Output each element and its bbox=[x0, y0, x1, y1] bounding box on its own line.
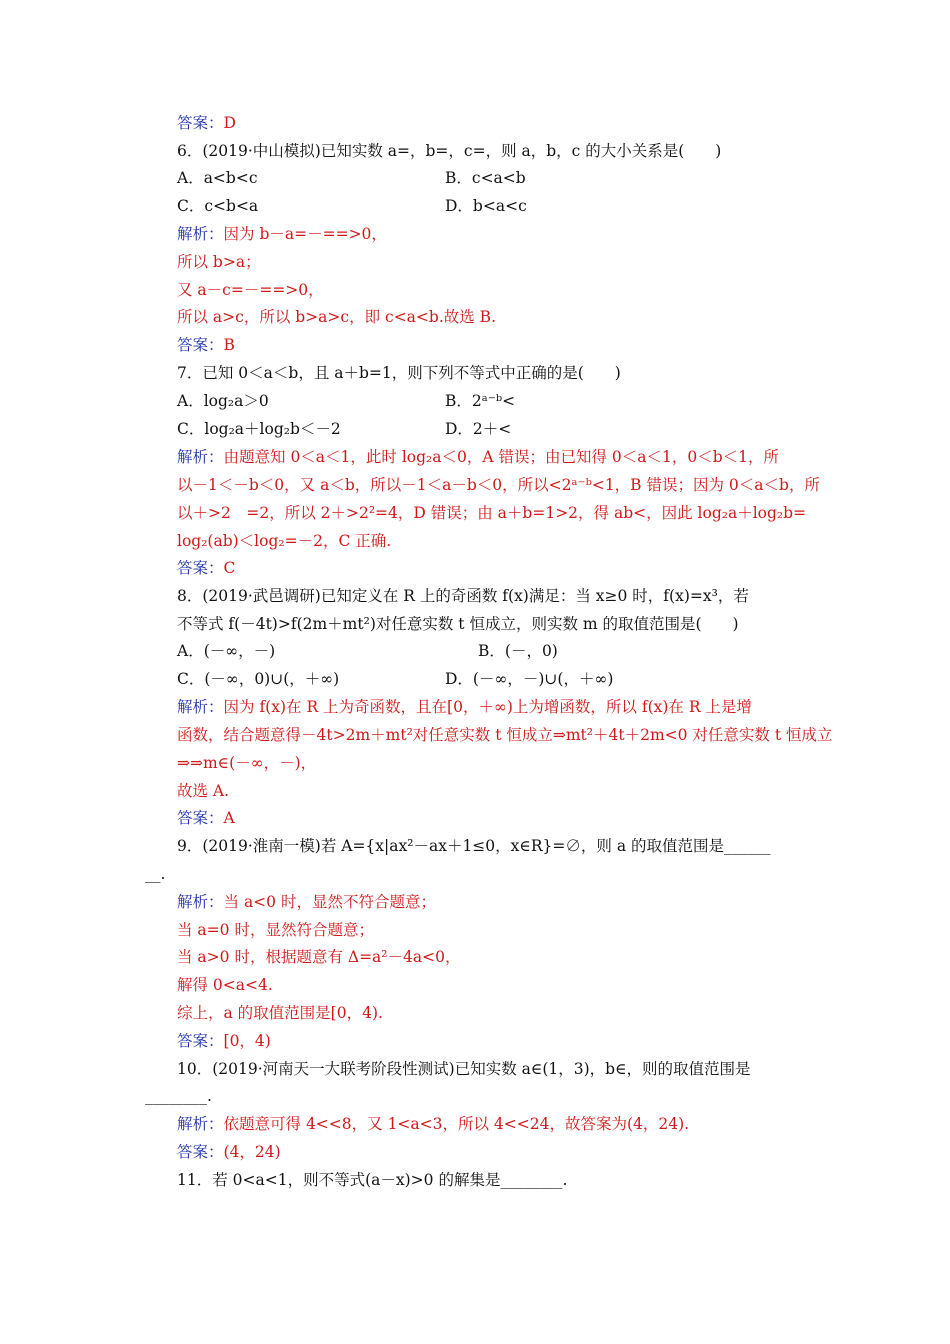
text-line bbox=[177, 503, 806, 523]
text-line bbox=[445, 168, 526, 188]
text-run: ⇒⇒m∈(－∞，－)， bbox=[177, 754, 317, 772]
text-run: 7．已知 0＜a＜b，且 a＋b=1，则下列不等式中正确的是( ) bbox=[177, 364, 621, 382]
answer-label: 答案： bbox=[177, 809, 224, 827]
answer-label: 解析： bbox=[177, 448, 224, 466]
text-run: 解得 0<a<4. bbox=[177, 976, 273, 994]
text-run: 函数，结合题意得－4t>2m＋mt²对任意实数 t 恒成立⇒mt²＋4t＋2m<0 对任意实数 t 恒成立 bbox=[177, 726, 833, 744]
answer-label: 解析： bbox=[177, 893, 224, 911]
text-run: 以＋>2 =2，所以 2＋>2²=4，D 错误；由 a＋b=1>2，得 ab<，因此 log₂a＋log₂b= bbox=[177, 504, 807, 522]
text-run: 6．(2019·中山模拟)已知实数 a=，b=，c=，则 a，b，c 的大小关系是( ) bbox=[177, 142, 722, 160]
text-run: D．b<a<c bbox=[445, 197, 527, 215]
text-run: 8．(2019·武邑调研)已知定义在 R 上的奇函数 f(x)满足：当 x≥0 时，f(x)=x³，若 bbox=[177, 587, 749, 605]
answer-label: 解析： bbox=[177, 225, 224, 243]
text-run: 当 a<0 时，显然不符合题意； bbox=[223, 893, 436, 911]
text-line bbox=[445, 669, 613, 689]
text-run: A．a<b<c bbox=[177, 169, 258, 187]
text-run: 当 a>0 时，根据题意有 Δ=a²－4a<0， bbox=[177, 948, 461, 966]
text-line bbox=[177, 586, 749, 606]
text-line bbox=[177, 641, 275, 661]
text-line bbox=[177, 1059, 751, 1079]
text-line bbox=[177, 447, 779, 467]
text-line bbox=[177, 836, 770, 856]
answer-label: 答案： bbox=[177, 1143, 224, 1161]
text-run: A．log₂a＞0 bbox=[177, 392, 269, 410]
text-run: 11．若 0<a<1，则不等式(a－x)>0 的解集是________. bbox=[177, 1171, 568, 1189]
text-run: 9．(2019·淮南一模)若 A={x|ax²－ax＋1≤0，x∈R}=∅，则 a 的取值范围是______ bbox=[177, 837, 771, 855]
text-line bbox=[177, 168, 258, 188]
text-run: 以－1＜－b＜0，又 a＜b，所以－1＜a－b＜0，所以<2ᵃ⁻ᵇ<1，B 错误；因为 0＜a＜b，所 bbox=[177, 476, 820, 494]
text-line bbox=[145, 1086, 212, 1106]
text-run: A．(－∞，－) bbox=[177, 642, 276, 660]
text-line bbox=[177, 947, 460, 967]
text-line bbox=[177, 391, 269, 411]
text-run: 故选 A. bbox=[177, 782, 230, 800]
text-run: 依题意可得 4<<8，又 1<a<3，所以 4<<24，故答案为(4，24). bbox=[223, 1115, 690, 1133]
text-line bbox=[177, 252, 261, 272]
text-run: 10．(2019·河南天一大联考阶段性测试)已知实数 a∈(1，3)，b∈，则的取值范围是 bbox=[177, 1060, 751, 1078]
text-line bbox=[177, 975, 273, 995]
text-line bbox=[177, 280, 324, 300]
text-run: A bbox=[223, 809, 235, 827]
text-line bbox=[445, 391, 515, 411]
text-run: C．c<b<a bbox=[177, 197, 259, 215]
text-line bbox=[177, 558, 235, 578]
text-run: D．2＋< bbox=[445, 420, 512, 438]
text-line bbox=[478, 641, 558, 661]
text-line bbox=[177, 753, 316, 773]
text-run: 所以 b>a； bbox=[177, 253, 261, 271]
text-run: 又 a－c=－==>0， bbox=[177, 281, 324, 299]
text-line bbox=[177, 335, 235, 355]
text-run: D bbox=[223, 114, 236, 132]
text-run: log₂(ab)＜log₂=－2，C 正确. bbox=[177, 532, 392, 550]
text-line bbox=[177, 196, 258, 216]
text-line bbox=[177, 363, 621, 383]
text-line bbox=[177, 1031, 271, 1051]
text-line bbox=[177, 419, 341, 439]
text-line bbox=[177, 113, 236, 133]
text-run: 不等式 f(－4t)>f(2m＋mt²)对任意实数 t 恒成立，则实数 m 的取值范围是( ) bbox=[177, 615, 739, 633]
text-line bbox=[177, 614, 739, 634]
text-line bbox=[177, 1114, 689, 1134]
text-line bbox=[177, 141, 721, 161]
text-run: B bbox=[223, 336, 235, 354]
text-run: __. bbox=[145, 865, 166, 883]
text-run: B．c<a<b bbox=[445, 169, 526, 187]
text-run: (4，24) bbox=[223, 1143, 281, 1161]
text-line bbox=[177, 920, 374, 940]
text-line bbox=[177, 697, 752, 717]
text-run: 由题意知 0＜a＜1，此时 log₂a＜0，A 错误；由已知得 0＜a＜1，0＜b＜1，所 bbox=[223, 448, 780, 466]
answer-label: 答案： bbox=[177, 114, 224, 132]
text-run: C bbox=[223, 559, 236, 577]
text-line bbox=[445, 419, 511, 439]
text-run: B．2ᵃ⁻ᵇ< bbox=[445, 392, 516, 410]
text-line bbox=[177, 1170, 567, 1190]
text-line bbox=[177, 725, 833, 745]
text-run: ________. bbox=[145, 1087, 212, 1105]
text-line bbox=[145, 864, 165, 884]
text-line bbox=[177, 1003, 383, 1023]
text-run: 因为 b－a=－==>0， bbox=[223, 225, 387, 243]
answer-label: 答案： bbox=[177, 1032, 224, 1050]
text-run: 当 a=0 时，显然符合题意； bbox=[177, 921, 374, 939]
text-run: B．(－，0) bbox=[478, 642, 558, 660]
text-line bbox=[445, 196, 527, 216]
answer-label: 答案： bbox=[177, 336, 224, 354]
text-run: 综上，a 的取值范围是[0，4). bbox=[177, 1004, 383, 1022]
text-line bbox=[177, 892, 436, 912]
text-line bbox=[177, 1142, 281, 1162]
text-run: 所以 a>c，所以 b>a>c，即 c<a<b.故选 B. bbox=[177, 308, 496, 326]
answer-label: 解析： bbox=[177, 698, 224, 716]
answer-label: 答案： bbox=[177, 559, 224, 577]
text-run: C．(－∞，0)∪(，＋∞) bbox=[177, 670, 340, 688]
text-run: [0，4) bbox=[223, 1032, 271, 1050]
answer-label: 解析： bbox=[177, 1115, 224, 1133]
text-line bbox=[177, 307, 496, 327]
text-line bbox=[177, 808, 235, 828]
text-line bbox=[177, 475, 820, 495]
text-line bbox=[177, 781, 229, 801]
text-line bbox=[177, 669, 339, 689]
text-run: C．log₂a＋log₂b＜－2 bbox=[177, 420, 341, 438]
text-run: 因为 f(x)在 R 上为奇函数，且在[0，＋∞)上为增函数，所以 f(x)在 R 上是增 bbox=[223, 698, 752, 716]
text-line bbox=[177, 224, 387, 244]
text-run: D．(－∞，－)∪(，＋∞) bbox=[445, 670, 614, 688]
text-line bbox=[177, 531, 391, 551]
